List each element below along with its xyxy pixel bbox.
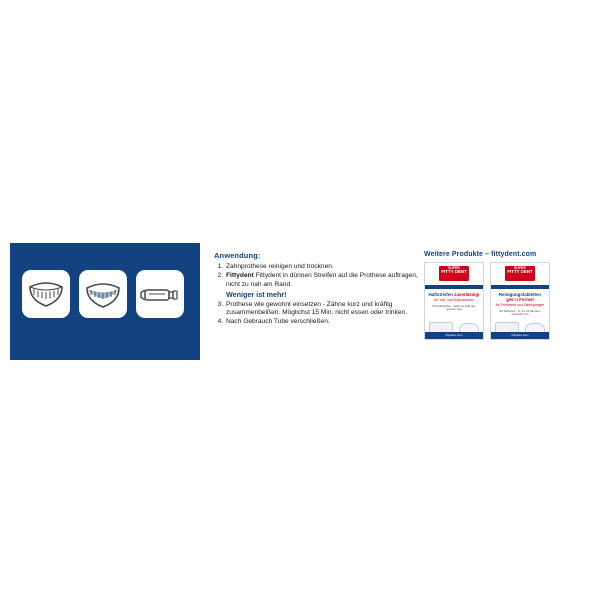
packaging-panel [10,243,590,360]
instructions-heading: Anwendung: [214,251,261,260]
packshot-subtitle: für Prothesen und Zahnspangen [495,303,545,308]
content-area [200,243,590,360]
step-text: Fittydent in dünnen Streifen auf die Prothese auftragen, nicht zu nah am Rand. [226,272,418,288]
packshot-top [425,263,483,285]
denture-icon [22,270,70,318]
packshot [424,262,484,340]
other-products-block [420,243,570,360]
packshot-title-accent: zuverlässig! [454,292,480,297]
other-products-heading: Weitere Produkte – fittydent.com [424,251,537,258]
instruction-step: 1. Zahnprothese reinigen und trocknen. [225,263,420,271]
brand-name: FITTY DENT [507,269,533,275]
packshot-footer: fittydent.com [491,332,549,339]
packshot-row [424,262,570,340]
tube-icon [136,270,184,318]
denture-strip-icon [79,270,127,318]
packshot-footer: fittydent.com [425,332,483,339]
instruction-step: 3. Prothese wie gewohnt einsetzen - Zähne kurz und kräftig zusammenbeißen. Möglichst 15 Min. nicht essen oder trinken. [225,301,420,318]
packshot-body-text: 32 Tabletten · In nur 15 Minuten porentief rein [499,308,541,317]
packshot [490,262,550,340]
packshot-title [428,292,480,297]
brand-logo [505,266,535,281]
brand-name-sup: SUPER [448,266,460,270]
packshot-top [491,263,549,285]
packshot-title-main: Reinigungstabletten [498,292,542,297]
packshot-body-text: 30 Haftstreifen · Sicherer Halt den ganzen Tag [432,303,476,312]
instruction-step: 4. Nach Gebrauch Tube verschließen. [225,318,420,326]
packshot-title-main: Haftstreifen [428,292,453,297]
brand-name: FITTY DENT [441,269,467,275]
brand-logo [439,266,469,281]
pictogram-row [22,270,184,318]
blue-pictogram-block [10,243,200,360]
instruction-step [225,272,420,299]
brand-name-sup: SUPER [514,266,526,270]
packshot-title [494,292,546,302]
emphasis-line: Weniger ist mehr! [226,290,287,300]
instructions-block [200,243,420,360]
step-bold-lead: Fittydent [226,272,254,280]
instruction-steps [214,263,420,327]
packshot-subtitle: für Voll- und Teilprothesen [434,298,474,303]
packshot-title-accent: gAr`n Formel [506,297,534,303]
